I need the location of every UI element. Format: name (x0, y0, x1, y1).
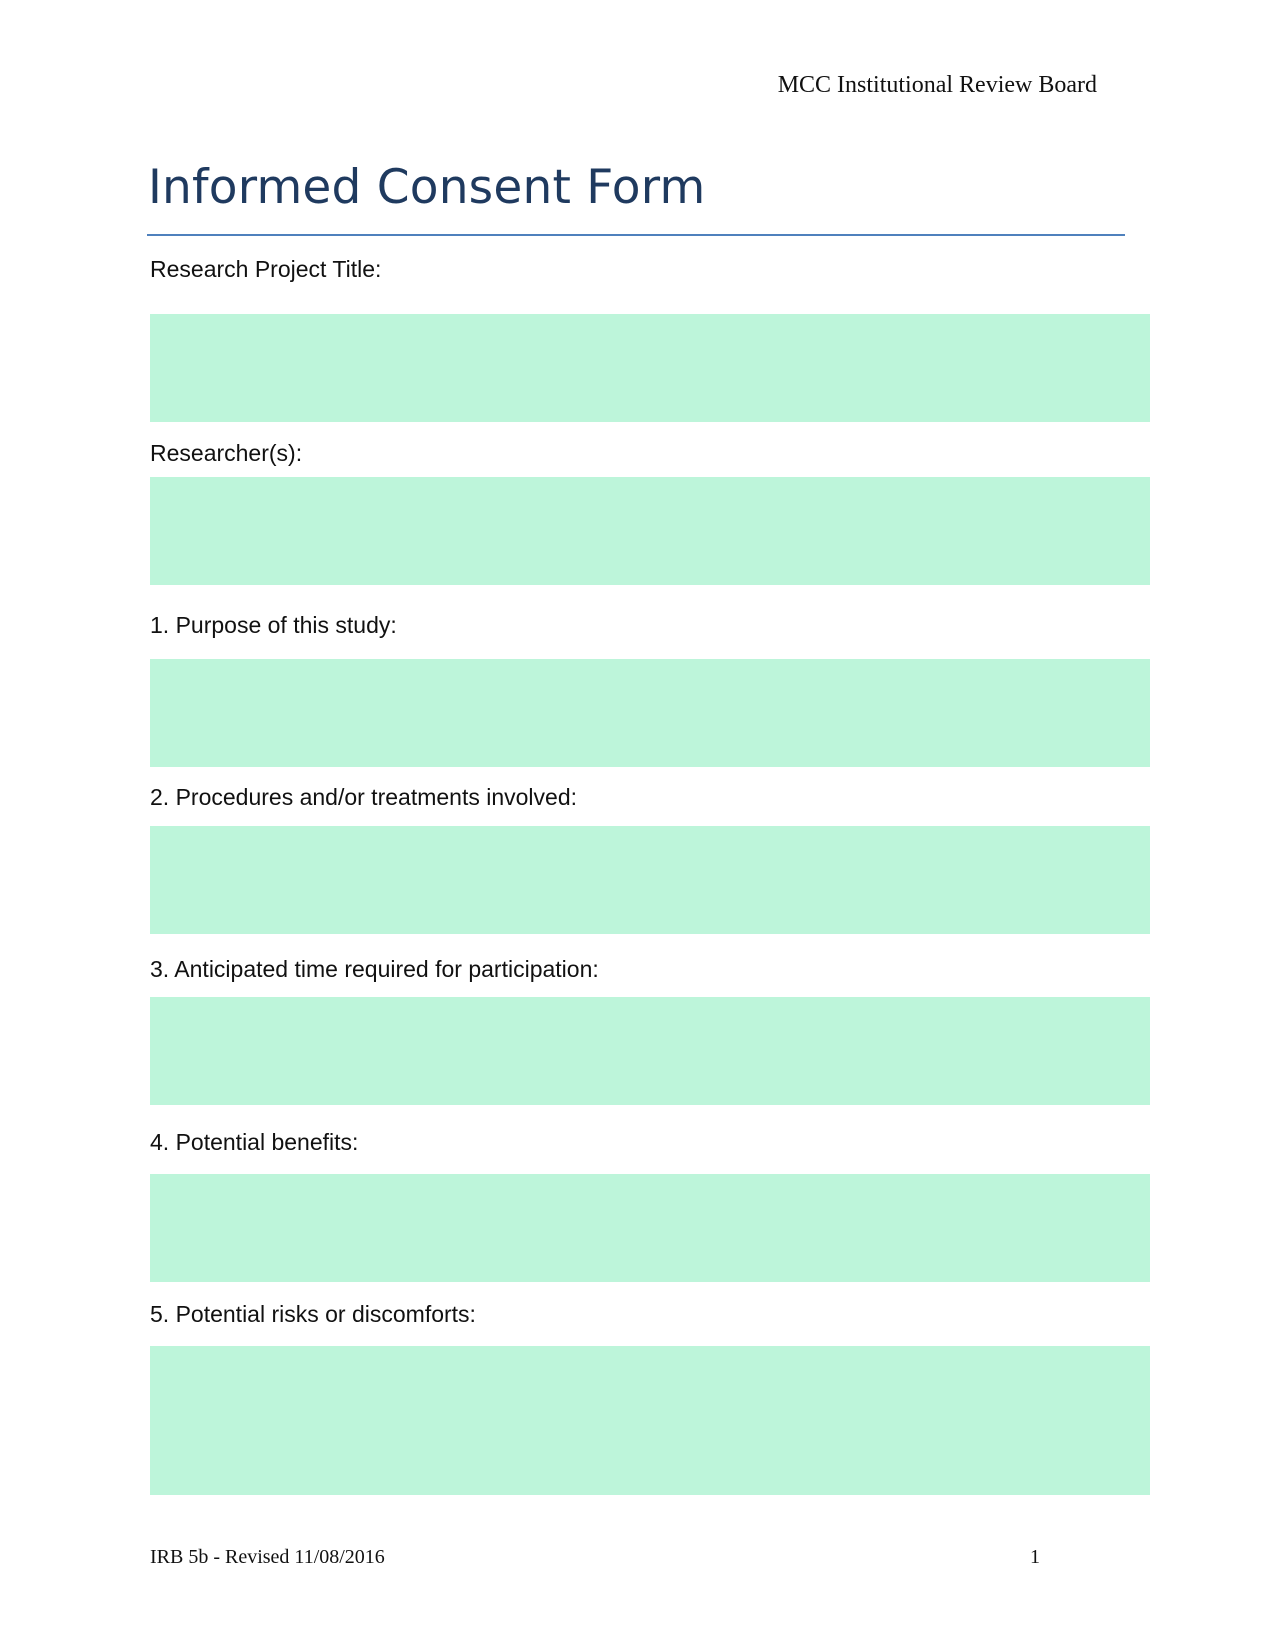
title-underline (147, 234, 1125, 236)
organization-header: MCC Institutional Review Board (777, 72, 1097, 98)
benefits-input[interactable] (150, 1174, 1150, 1282)
project-title-label: Research Project Title: (150, 256, 382, 282)
procedures-label: 2. Procedures and/or treatments involved: (150, 784, 578, 810)
risks-input[interactable] (150, 1346, 1150, 1495)
time-required-input[interactable] (150, 997, 1150, 1105)
project-title-input[interactable] (150, 314, 1150, 422)
researchers-input[interactable] (150, 477, 1150, 585)
benefits-label: 4. Potential benefits: (150, 1129, 359, 1155)
page-title: Informed Consent Form (148, 160, 706, 215)
procedures-input[interactable] (150, 826, 1150, 934)
purpose-label: 1. Purpose of this study: (150, 612, 397, 638)
page-number: 1 (1030, 1546, 1040, 1568)
time-required-label: 3. Anticipated time required for participation: (150, 956, 599, 982)
revision-footer: IRB 5b - Revised 11/08/2016 (150, 1546, 385, 1568)
researchers-label: Researcher(s): (150, 440, 303, 466)
risks-label: 5. Potential risks or discomforts: (150, 1301, 476, 1327)
purpose-input[interactable] (150, 659, 1150, 767)
